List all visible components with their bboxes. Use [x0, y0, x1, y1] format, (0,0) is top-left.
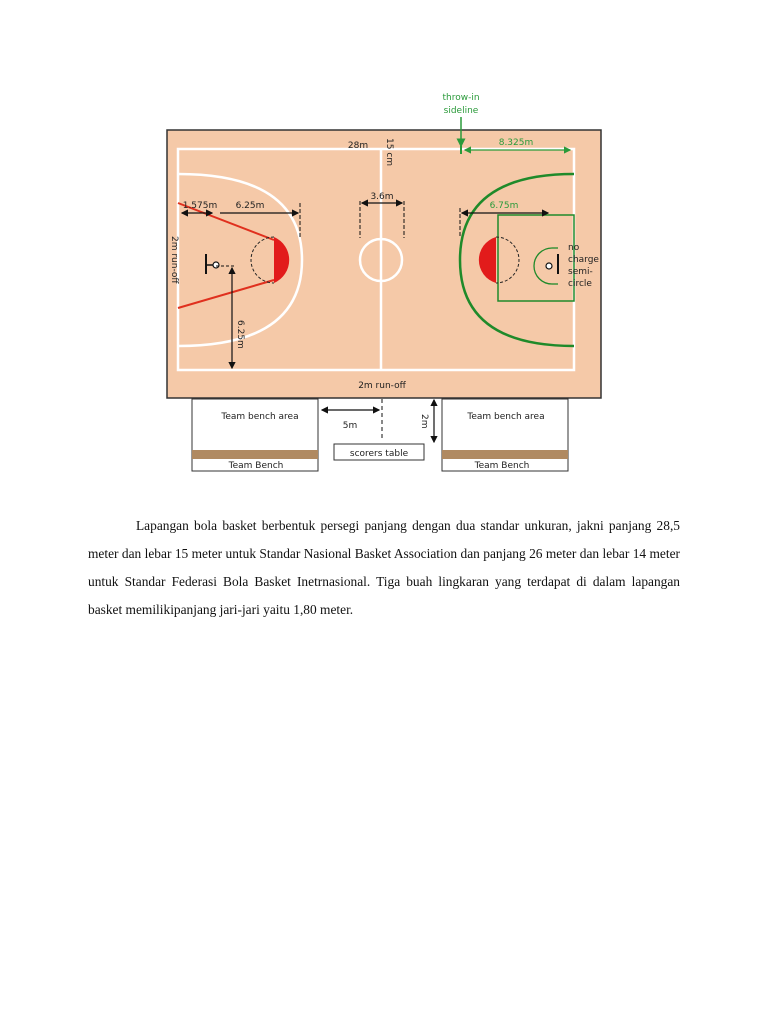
dim-625-vertical-label: 6.25m — [235, 320, 245, 349]
basketball-court-diagram — [160, 88, 608, 476]
team-bench-strip-right — [442, 450, 568, 459]
team-bench-area-right-label: Team bench area — [467, 412, 545, 422]
throw-in-label-1: throw-in — [442, 93, 480, 103]
no-charge-label-2: charge — [568, 255, 599, 265]
no-charge-label-3: semi- — [568, 267, 593, 277]
dim-625-top-label: 6.25m — [235, 201, 265, 211]
team-bench-area-left-label: Team bench area — [221, 412, 299, 422]
team-bench-right-label: Team Bench — [474, 461, 530, 471]
dim-5m-label: 5m — [342, 421, 358, 431]
team-bench-left-label: Team Bench — [228, 461, 284, 471]
team-bench-strip-left — [192, 450, 318, 459]
left-basket-ring — [213, 262, 219, 268]
dim-36-label: 3.6m — [370, 192, 394, 202]
court-width-label: 15 cm — [384, 138, 394, 167]
dim-8325-label: 8.325m — [498, 138, 534, 148]
run-off-side-label: 2m run-off — [169, 236, 179, 284]
scorers-table-label: scorers table — [349, 449, 409, 459]
dim-675-label: 6.75m — [489, 201, 519, 211]
no-charge-label-1: no — [568, 243, 580, 253]
right-basket-ring — [546, 263, 552, 269]
body-paragraph: Lapangan bola basket berbentuk persegi panjang dengan dua standar unkuran, jakni panjang 28,5 meter dan lebar 15 meter untuk Standar Nasional Basket Association dan panjang 26 meter dan lebar 14 meter untuk Standar Federasi Bola Basket Inetrnasional. Tiga buah lingkaran yang terdapat di dalam lapangan basket memilikipanjang jari-jari yaitu 1,80 meter. — [88, 518, 680, 617]
no-charge-label-4: circle — [568, 279, 592, 289]
dim-2m-label: 2m — [419, 414, 429, 429]
run-off-bottom-label: 2m run-off — [358, 381, 406, 391]
throw-in-label-2: sideline — [443, 106, 479, 116]
dim-1575-label: 1.575m — [182, 201, 218, 211]
court-length-label: 28m — [347, 141, 369, 151]
